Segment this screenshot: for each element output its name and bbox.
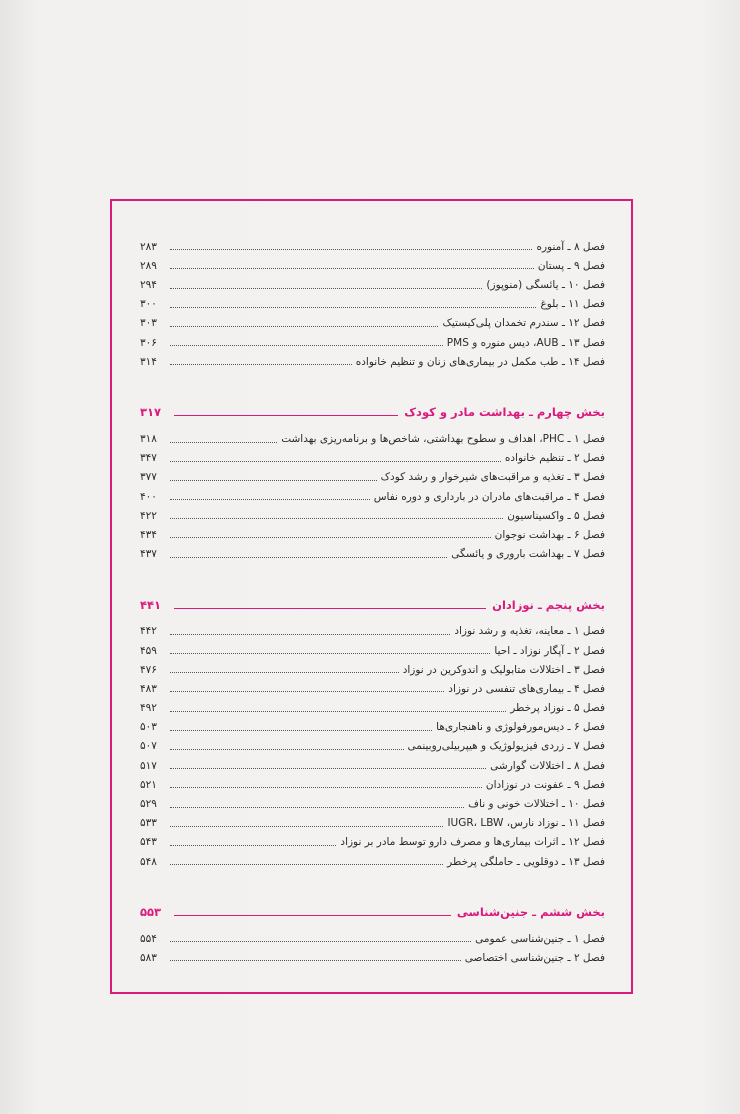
section-page: ۵۵۳ [140,905,162,920]
dot-leader [170,499,370,500]
entry-page: ۴۵۹ [140,644,157,657]
entry-page: ۴۲۲ [140,509,157,522]
entry-title: فصل ۲ ـ آپگار نوزاد ـ احیا [494,644,605,657]
dot-leader [170,461,501,462]
dot-leader [170,672,399,673]
entry-page: ۴۳۷ [140,548,157,561]
toc-entry[interactable] [140,271,605,290]
toc-entry[interactable] [140,521,605,540]
entry-title: فصل ۹ ـ پستان [537,259,605,272]
section-rule [174,608,486,609]
entry-title: فصل ۱۱ ـ نوزاد نارس، IUGR، LBW [447,817,605,830]
entry-page: ۳۰۳ [140,317,157,330]
entry-title: فصل ۱۰ ـ یائسگی (منوپوز) [486,279,605,292]
toc-entry[interactable] [140,790,605,809]
toc-entry[interactable] [140,329,605,348]
entry-title: فصل ۳ ـ اختلالات متابولیک و اندوکرین در نوزاد [402,663,605,676]
toc-entry[interactable] [140,637,605,656]
section6-list [140,925,605,963]
dot-leader [170,326,438,327]
section-page: ۴۴۱ [140,597,162,612]
entry-page: ۳۱۴ [140,355,157,368]
dot-leader [170,537,491,538]
dot-leader [170,768,486,769]
entry-title: فصل ۱ ـ جنین‌شناسی عمومی [475,932,605,945]
entry-page: ۵۸۳ [140,951,157,964]
entry-title: فصل ۴ ـ مراقبت‌های مادران در بارداری و دوره نفاس [373,490,605,503]
dot-leader [170,653,490,654]
entry-title: فصل ۶ ـ دیس‌مورفولوژی و ناهنجاری‌ها [436,721,605,734]
toc-entry[interactable] [140,483,605,502]
dot-leader [170,268,534,269]
dot-leader [170,288,482,289]
toc-entry[interactable] [140,445,605,464]
entry-title: فصل ۱ ـ PHC، اهداف و سطوح بهداشتی، شاخص‌ها و برنامه‌ریزی بهداشت [281,433,605,445]
section-rule [174,415,398,416]
entry-page: ۴۰۰ [140,490,157,503]
dot-leader [170,249,532,250]
toc-entry[interactable] [140,752,605,771]
entry-title: فصل ۱۱ ـ بلوغ [540,298,605,311]
entry-title: فصل ۵ ـ واکسیناسیون [507,509,605,522]
toc-entry[interactable] [140,848,605,867]
entry-title: فصل ۱۰ ـ اختلالات خونی و ناف [468,798,605,810]
entry-page: ۲۸۹ [140,259,157,272]
dot-leader [170,634,450,635]
toc-entry[interactable] [140,771,605,790]
section-heading-4[interactable] [140,397,605,419]
section-title: بخش پنجم ـ نوزادان [492,597,605,612]
dot-leader [170,557,447,558]
table-of-contents [140,233,605,963]
dot-leader [170,345,443,346]
entry-page: ۳۱۸ [140,433,157,445]
section-heading-6[interactable] [140,897,605,919]
section-heading-5[interactable] [140,590,605,612]
toc-entry[interactable] [140,714,605,733]
toc-entry[interactable] [140,925,605,944]
section-rule [174,915,451,916]
dot-leader [170,442,277,443]
entry-title: فصل ۱۳ ـ AUB، دیس منوره و PMS [446,336,605,349]
entry-page: ۵۲۱ [140,778,157,791]
entry-page: ۳۰۰ [140,298,157,311]
toc-entry[interactable] [140,694,605,713]
dot-leader [170,480,377,481]
entry-page: ۳۴۷ [140,452,157,465]
toc-entry[interactable] [140,348,605,367]
toc-entry[interactable] [140,540,605,559]
dot-leader [170,691,444,692]
toc-entry[interactable] [140,618,605,637]
toc-entry[interactable] [140,810,605,829]
entry-title: فصل ۳ ـ تغذیه و مراقبت‌های شیرخوار و رشد کودک [380,471,605,484]
entry-page: ۴۷۶ [140,663,157,676]
dot-leader [170,960,461,961]
section4-list [140,425,605,559]
group1-list [140,233,605,367]
dot-leader [170,730,432,731]
dot-leader [170,749,404,750]
entry-title: فصل ۴ ـ بیماری‌های تنفسی در نوزاد [448,682,605,695]
entry-title: فصل ۸ ـ اختلالات گوارشی [490,759,605,772]
entry-page: ۵۳۳ [140,817,157,830]
toc-entry[interactable] [140,733,605,752]
entry-page: ۲۸۳ [140,240,157,253]
entry-page: ۳۷۷ [140,471,157,484]
toc-entry[interactable] [140,310,605,329]
dot-leader [170,807,464,808]
toc-entry[interactable] [140,944,605,963]
dot-leader [170,826,443,827]
entry-title: فصل ۷ ـ زردی فیزیولوژیک و هیپربیلی‌روبینمی [407,740,605,753]
entry-page: ۴۳۴ [140,528,157,541]
entry-page: ۵۱۷ [140,759,157,772]
toc-entry[interactable] [140,291,605,310]
toc-entry[interactable] [140,233,605,252]
section-page: ۳۱۷ [140,405,162,420]
table-of-contents-frame [110,199,633,994]
entry-title: فصل ۷ ـ بهداشت باروری و یائسگی [451,548,605,561]
entry-title: فصل ۱۲ ـ اثرات بیماری‌ها و مصرف دارو توسط مادر بر نوزاد [340,836,605,849]
section-title: بخش چهارم ـ بهداشت مادر و کودک [404,405,605,420]
entry-title: فصل ۱۳ ـ دوقلویی ـ حاملگی پرخطر [447,855,605,868]
entry-page: ۳۰۶ [140,336,157,349]
dot-leader [170,864,443,865]
dot-leader [170,518,503,519]
dot-leader [170,364,352,365]
section-title: بخش ششم ـ جنین‌شناسی [456,905,605,920]
dot-leader [170,711,506,712]
dot-leader [170,307,536,308]
entry-title: فصل ۱۴ ـ طب مکمل در بیماری‌های زنان و تنظیم خانواده [355,355,605,368]
section5-list [140,618,605,867]
entry-page: ۵۲۹ [140,798,157,810]
entry-title: فصل ۱ ـ معاینه، تغذیه و رشد نوزاد [454,625,605,638]
toc-entry[interactable] [140,656,605,675]
entry-title: فصل ۶ ـ بهداشت نوجوان [494,528,605,541]
entry-page: ۲۹۴ [140,279,157,292]
toc-entry[interactable] [140,464,605,483]
entry-title: فصل ۱۲ ـ سندرم تخمدان پلی‌کیستیک [442,317,605,330]
entry-page: ۴۸۳ [140,682,157,695]
entry-page: ۴۹۲ [140,702,157,715]
toc-entry[interactable] [140,252,605,271]
entry-page: ۵۰۳ [140,721,157,734]
entry-title: فصل ۵ ـ نوزاد پرخطر [510,702,605,715]
dot-leader [170,845,336,846]
toc-entry[interactable] [140,675,605,694]
entry-page: ۵۴۳ [140,836,157,849]
entry-page: ۴۴۲ [140,625,157,638]
entry-page: ۵۵۴ [140,932,157,945]
toc-entry[interactable] [140,502,605,521]
entry-page: ۵۰۷ [140,740,157,753]
dot-leader [170,787,482,788]
toc-entry[interactable] [140,425,605,444]
entry-title: فصل ۲ ـ تنظیم خانواده [504,452,605,465]
entry-title: فصل ۸ ـ آمنوره [536,240,605,253]
dot-leader [170,941,471,942]
entry-page: ۵۴۸ [140,855,157,868]
entry-title: فصل ۲ ـ جنین‌شناسی اختصاصی [464,951,605,964]
entry-title: فصل ۹ ـ عفونت در نوزادان [485,778,605,791]
toc-entry[interactable] [140,829,605,848]
